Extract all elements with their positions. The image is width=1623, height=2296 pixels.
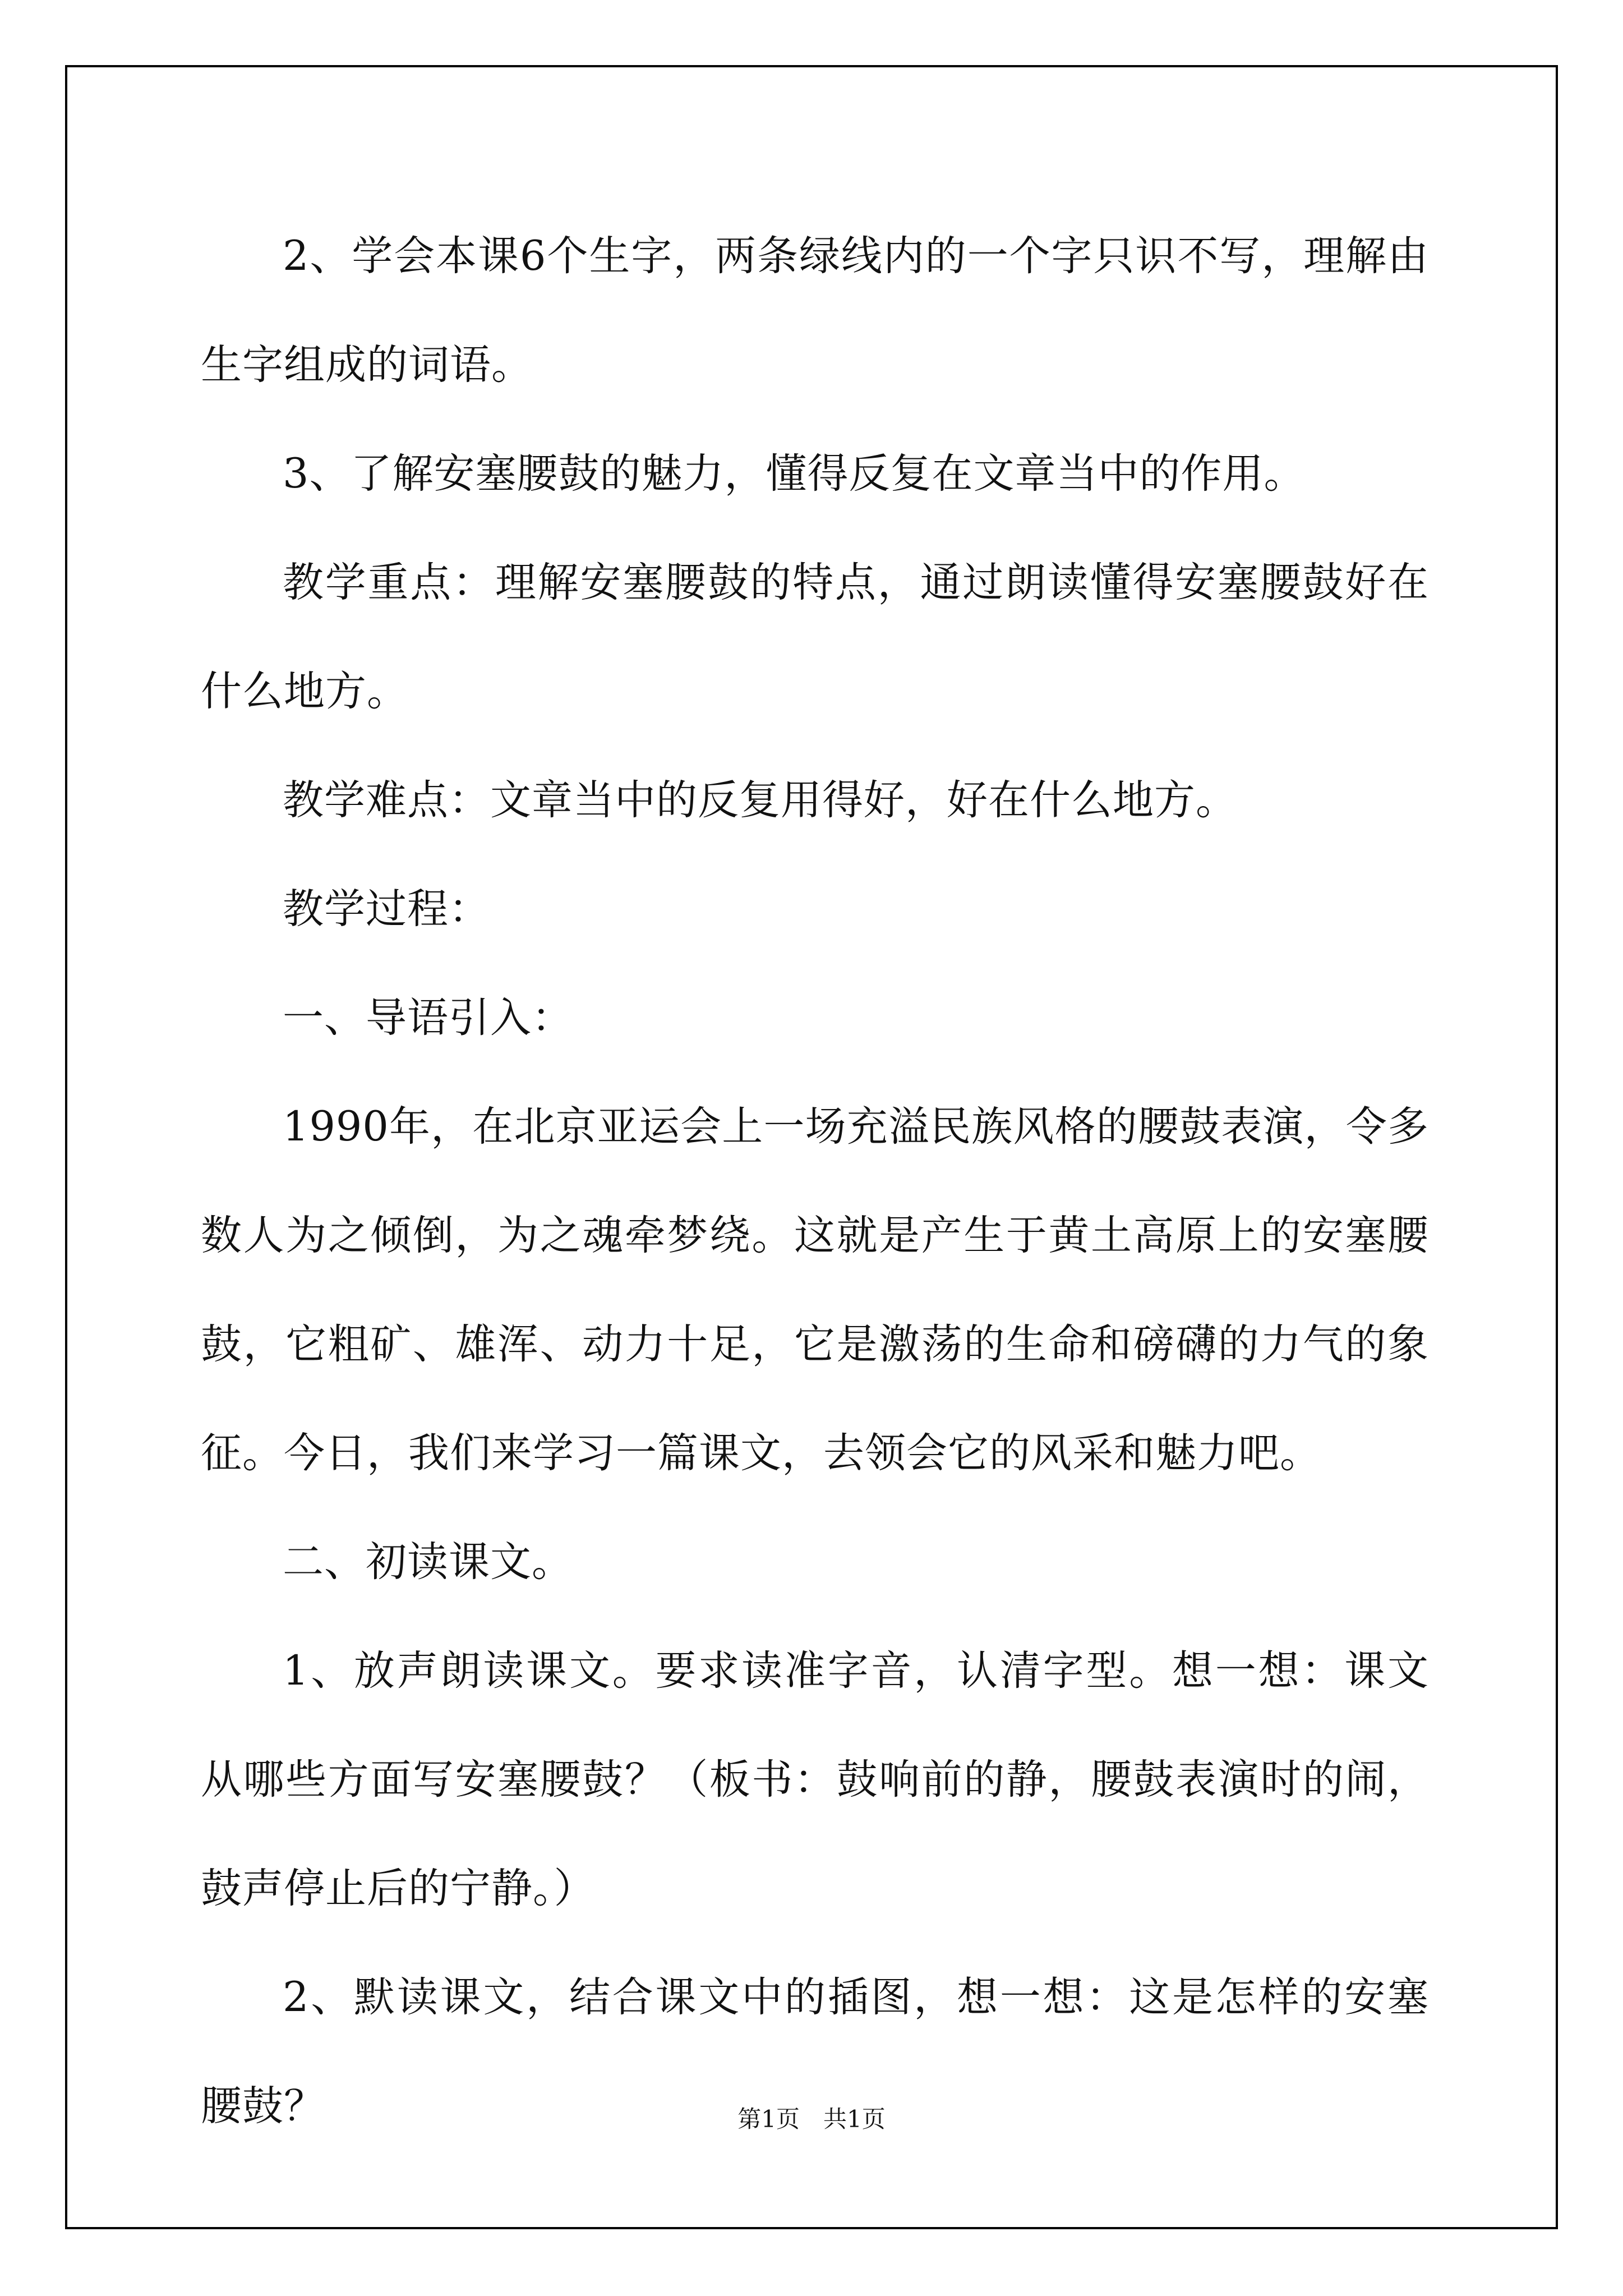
- paragraph: 一、导语引入：: [283, 994, 573, 1042]
- paragraph: 2、学会本课6个生字，两条绿线内的一个字只识不写，理解由生字组成的词语。: [201, 232, 1429, 389]
- paragraph: 1990年，在北京亚运会上一场充溢民族风格的腰鼓表演，令多数人为之倾倒，为之魂牵梦绕。这就是产生于黄土高原上的安塞腰鼓，它粗矿、雄浑、动力十足，它是激荡的生命和磅礴的力气的象征。今日，我们来学习一篇课文，去领会它的风采和魅力吧。: [201, 1103, 1429, 1477]
- page-footer: 第1页 共1页: [737, 2105, 886, 2133]
- paragraph: 教学过程：: [283, 885, 490, 933]
- paragraph: 二、初读课文。: [283, 1538, 573, 1586]
- document-body: [201, 202, 1429, 2161]
- paragraph: 3、了解安塞腰鼓的魅力，懂得反复在文章当中的作用。: [283, 450, 1306, 498]
- paragraph: 1、放声朗读课文。要求读准字音，认清字型。想一想：课文从哪些方面写安塞腰鼓？（板书：鼓响前的静，腰鼓表演时的闹，鼓声停止后的宁静。）: [201, 1647, 1429, 1912]
- paragraph: 教学重点：理解安塞腰鼓的特点，通过朗读懂得安塞腰鼓好在什么地方。: [201, 559, 1429, 715]
- paragraph: 2、默读课文，结合课文中的插图，想一想：这是怎样的安塞腰鼓？: [201, 1973, 1429, 2130]
- paragraph: 教学难点：文章当中的反复用得好，好在什么地方。: [283, 776, 1237, 824]
